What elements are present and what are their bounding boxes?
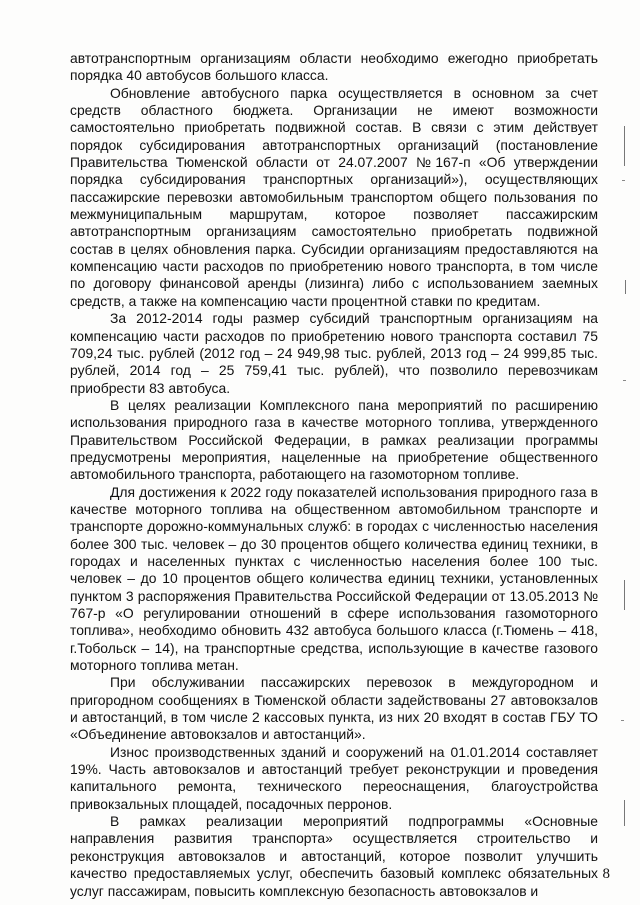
paragraph: При обслуживании пассажирских перевозок в междугородном и пригородном сообщениях в Тюменской области задействованы 27 автовокзалов и автостанций, в том числе 2 кассовых пункта, из них 20 входят в состав ГБУ ТО «Объединение автовокзалов и автостанций». — [70, 674, 598, 743]
scan-artifact — [624, 580, 625, 610]
paragraph: В целях реализации Комплексного пана мероприятий по расширению использования природного газа в качестве моторного топлива, утвержденного Правительством Российской Федерации, в рамках реализации программы предусмотрены мероприятия, нацеленные на приобретение общественного автомобильного транспорта, работающего на газомоторном топливе. — [70, 396, 598, 483]
paragraph: За 2012-2014 годы размер субсидий транспортным организациям на компенсацию части расходов по приобретению нового транспорта составил 75 709,24 тыс. рублей (2012 год – 24 949,98 тыс. рублей, 2013 год – 24 999,85 тыс. рублей, 2014 год – 25 759,41 тыс. рублей), что позволило перевозчикам приобрести 83 автобуса. — [70, 310, 598, 396]
scan-artifact — [622, 180, 625, 181]
scan-artifact — [625, 280, 626, 294]
scan-artifact — [624, 800, 625, 826]
paragraph: автотранспортным организациям области необходимо ежегодно приобретать порядка 40 автобусов большого класса. — [70, 50, 598, 84]
scan-artifact — [624, 126, 625, 166]
page-number: 8 — [602, 866, 610, 882]
document-body — [70, 50, 598, 900]
scan-artifact — [623, 380, 626, 381]
scan-artifact — [621, 720, 624, 721]
paragraph: Износ производственных зданий и сооружений на 01.01.2014 составляет 19%. Часть автовокзалов и автостанций требует реконструкции и проведения капитального ремонта, технического переоснащения, благоустройства привокзальных площадей, посадочных перронов. — [70, 743, 598, 812]
paragraph: Для достижения к 2022 году показателей использования природного газа в качестве моторного топлива на общественном автомобильном транспорте и транспорте дорожно-коммунальных служб: в городах с численностью населения более 300 тыс. человек – до 30 процентов общего количества единиц техники, в городах и населенных пунктах с численностью населения более 100 тыс. человек – до 10 процентов общего количества единиц техники, установленных пунктом 3 распоряжения Правительства Российской Федерации от 13.05.2013 № 767-р «О регулировании отношений в сфере использования газомоторного топлива», необходимо обновить 432 автобуса большого класса (г.Тюмень – 418, г.Тобольск – 14), на транспортные средства, использующие в качестве газового моторного топлива метан. — [70, 483, 598, 674]
paragraph: Обновление автобусного парка осуществляется в основном за счет средств областного бюджета. Организации не имеют возможности самостоятельно приобретать подвижной состав. В связи с этим действует порядок субсидирования автотранспортных организаций (постановление Правительства Тюменской области от 24.07.2007 №167-п «Об утверждении порядка субсидирования транспортных организаций»), осуществляющих пассажирские перевозки автомобильным транспортом общего пользования по межмуниципальным маршрутам, которое позволяет пассажирским автотранспортным организациям самостоятельно приобретать подвижной состав в целях обновления парка. Субсидии организациям предоставляются на компенсацию части расходов по приобретению нового транспорта, в том числе по договору финансовой аренды (лизинга) либо с использованием заемных средств, а также на компенсацию части процентной ставки по кредитам. — [70, 84, 598, 309]
paragraph: В рамках реализации мероприятий подпрограммы «Основные направления развития транспорта» осуществляется строительство и реконструкция автовокзалов и автостанций, которое позволит улучшить качество предоставляемых услуг, обеспечить базовый комплекс обязательных услуг пассажирам, повысить комплексную безопасность автовокзалов и — [70, 813, 598, 899]
